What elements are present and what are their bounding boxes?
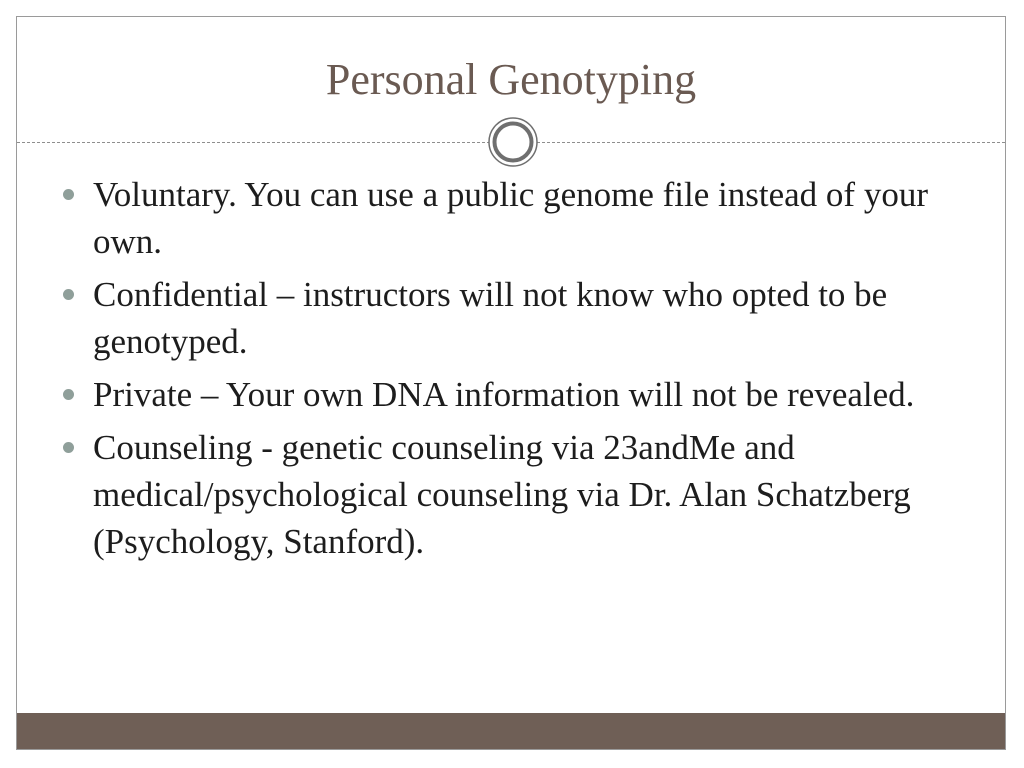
bullet-text: Confidential – instructors will not know who opted to be genotyped.: [93, 275, 888, 361]
bullet-text: Counseling - genetic counseling via 23andMe and medical/psychological counseling via Dr. Alan Schatzberg (Psychology, Stanford).: [93, 428, 911, 561]
footer-band: [17, 713, 1005, 749]
bullet-text: Private – Your own DNA information will not be revealed.: [93, 375, 915, 414]
bullet-list: [61, 171, 991, 571]
bullet-icon: [63, 389, 74, 400]
bullet-item: [61, 371, 991, 418]
slide: [16, 16, 1006, 750]
circle-ornament-icon: [486, 115, 540, 169]
bullet-item: [61, 424, 991, 565]
bullet-icon: [63, 189, 74, 200]
bullet-icon: [63, 289, 74, 300]
bullet-icon: [63, 442, 74, 453]
slide-title: Personal Genotyping: [325, 55, 697, 104]
bullet-text: Voluntary. You can use a public genome file instead of your own.: [93, 175, 928, 261]
bullet-item: [61, 171, 991, 265]
bullet-item: [61, 271, 991, 365]
